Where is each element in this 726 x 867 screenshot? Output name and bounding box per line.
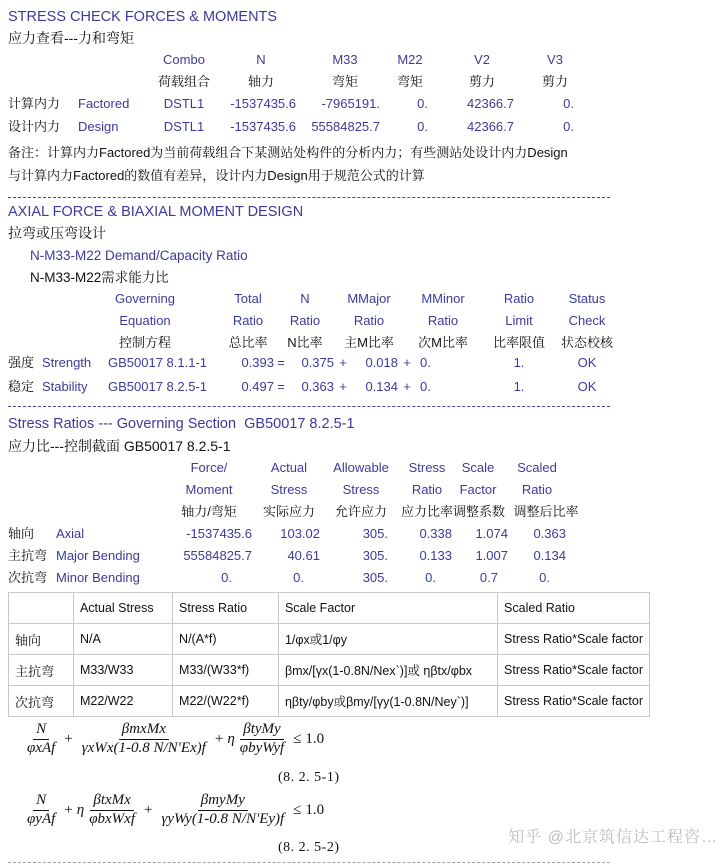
sr-header-actual-2: Stress	[270, 482, 308, 497]
sr-row-major-ratio: 0.133	[419, 548, 452, 563]
sr-row-major-allowable: 305.	[362, 548, 388, 563]
sr-row-axial-allowable: 305.	[362, 526, 388, 541]
dc-header-limit-cn: 比率限值	[492, 335, 545, 350]
eq2-term1	[24, 793, 58, 828]
scale-factor-formula-table	[8, 592, 650, 717]
table-header-actual-stress: Actual Stress	[73, 593, 172, 624]
table-row-minor-actual: M22/W22	[73, 686, 172, 717]
col-header-m33: M33	[332, 52, 358, 67]
divider-1	[8, 197, 610, 198]
section-title-forces-en: STRESS CHECK FORCES & MOMENTS	[8, 9, 278, 25]
table-row-minor-scale: ηβty/φby或βmy/[γy(1-0.8N/Ney`)]	[278, 686, 497, 717]
sr-header-allowable: Allowable	[333, 460, 389, 475]
dc-row-strength-nratio: 0.375	[301, 355, 334, 370]
dc-row-stability-mmajor: 0.134	[365, 379, 398, 394]
eq2-term2-numerator: βtxMx	[90, 793, 133, 811]
eq1-term2	[79, 722, 209, 757]
col-header-combo-cn: 荷载组合	[157, 74, 210, 89]
table-row-axial-scale: 1/φx或1/φy	[278, 624, 497, 655]
dc-row-stability-label-cn: 稳定	[8, 379, 35, 394]
sr-row-axial-label-cn: 轴向	[8, 526, 35, 541]
sr-header-scale: Scale	[461, 460, 495, 475]
row-factored-m33: -7965191.	[321, 96, 380, 111]
section-title-stress-ratios-cn: 应力比---控制截面 GB50017 8.2.5-1	[8, 438, 231, 454]
dc-header-mmajor-2: Ratio	[353, 313, 385, 328]
table-row-axial-scaled: Stress Ratio*Scale factor	[498, 624, 650, 655]
sr-header-scaled-2: Ratio	[521, 482, 553, 497]
sr-header-ratio-cn: 应力比率	[400, 504, 453, 519]
eq1-eta: η	[227, 730, 235, 747]
dc-row-strength-plus2: +	[403, 355, 411, 370]
dc-header-mminor-cn: 次M比率	[418, 335, 468, 350]
note-line-1: 备注：计算内力Factored为当前荷载组合下某测站处构件的分析内力；有些测站处设计内力Design	[8, 145, 568, 160]
eq2-term1-denominator: φyAf	[27, 810, 56, 827]
row-design-m33: 55584825.7	[311, 119, 380, 134]
equation-2-number: (8. 2. 5-2)	[278, 840, 340, 855]
dc-header-mminor: MMinor	[421, 291, 465, 306]
eq2-rhs: 1.0	[305, 801, 325, 818]
section-title-axial-en: AXIAL FORCE & BIAXIAL MOMENT DESIGN	[8, 204, 304, 220]
dc-header-n-2: Ratio	[289, 313, 321, 328]
eq1-plus-2: +	[214, 730, 224, 747]
eq2-term2-denominator: φbxWxf	[89, 810, 135, 827]
sr-row-axial-ratio: 0.338	[419, 526, 452, 541]
eq2-term3	[158, 793, 287, 828]
dc-row-stability-plus1: +	[339, 379, 347, 394]
row-factored-m22: 0.	[417, 96, 428, 111]
sr-row-axial-scaled: 0.363	[533, 526, 566, 541]
sr-header-force: Force/	[190, 460, 228, 475]
table-header-scale-factor: Scale Factor	[278, 593, 497, 624]
sr-row-major-actual: 40.61	[287, 548, 320, 563]
table-row-minor-scaled: Stress Ratio*Scale factor	[498, 686, 650, 717]
divider-2	[8, 406, 610, 407]
dc-header-total: Total	[234, 291, 262, 306]
sr-header-allowable-cn: 允许应力	[334, 504, 387, 519]
dc-header-n: N	[300, 291, 310, 306]
sr-row-major-scale: 1.007	[475, 548, 508, 563]
col-header-m22-cn: 弯矩	[396, 74, 423, 89]
eq1-term1-denominator: φxAf	[27, 739, 56, 756]
row-factored-n: -1537435.6	[230, 96, 296, 111]
row-design-n: -1537435.6	[230, 119, 296, 134]
sr-row-minor-label-en: Minor Bending	[56, 570, 140, 585]
table-header-blank	[9, 593, 74, 624]
table-row-major-label: 主抗弯	[9, 655, 74, 686]
dc-header-mmajor: MMajor	[347, 291, 391, 306]
sr-row-major-scaled: 0.134	[533, 548, 566, 563]
eq1-term1	[24, 722, 58, 757]
col-header-v2: V2	[474, 52, 490, 67]
table-header-row	[9, 593, 650, 624]
dc-row-strength-equation: GB50017 8.1.1-1	[108, 355, 208, 370]
dc-row-strength-label-en: Strength	[42, 355, 92, 370]
dc-header-ratio: Ratio	[503, 291, 535, 306]
dc-row-strength-total: 0.393	[241, 355, 274, 370]
sr-row-minor-force: 0.	[221, 570, 232, 585]
dc-row-stability-plus2: +	[403, 379, 411, 394]
sr-row-major-label-cn: 主抗弯	[8, 548, 48, 563]
eq2-relation: ≤	[293, 801, 302, 818]
eq2-plus-1: +	[64, 801, 73, 818]
col-header-n-cn: 轴力	[247, 74, 274, 89]
dc-header-limit: Limit	[505, 313, 533, 328]
equation-8-2-5-2	[22, 793, 324, 828]
eq2-term3-numerator: βmyMy	[198, 793, 248, 811]
table-row-major-ratio: M33/(W33*f)	[173, 655, 279, 686]
sr-row-minor-allowable: 305.	[362, 570, 388, 585]
dc-row-strength-mminor: 0.	[420, 355, 431, 370]
table-row	[9, 624, 650, 655]
note-line-2: 与计算内力Factored的数值有差异，设计内力Design用于规范公式的计算	[8, 168, 425, 183]
dc-header-total-2: Ratio	[232, 313, 264, 328]
sr-row-minor-scaled: 0.	[539, 570, 550, 585]
row-design-label-en: Design	[78, 119, 119, 134]
dc-row-stability-equation: GB50017 8.2.5-1	[108, 379, 208, 394]
sr-row-axial-scale: 1.074	[475, 526, 508, 541]
table-header-stress-ratio: Stress Ratio	[173, 593, 279, 624]
sr-header-factor-cn: 调整系数	[452, 504, 505, 519]
table-row-axial-label: 轴向	[9, 624, 74, 655]
sr-row-major-force: 55584825.7	[183, 548, 252, 563]
dc-header-governing: Governing	[115, 291, 175, 306]
dc-row-strength-equals: =	[277, 355, 285, 370]
dc-row-strength-limit: 1.	[513, 355, 525, 370]
dc-row-stability-status: OK	[577, 379, 597, 394]
sr-header-actual: Actual	[270, 460, 308, 475]
table-row	[9, 655, 650, 686]
table-row-minor-label: 次抗弯	[9, 686, 74, 717]
col-header-v3: V3	[547, 52, 563, 67]
dc-row-strength-label-cn: 强度	[8, 355, 35, 370]
section-title-stress-ratios-en: Stress Ratios --- Governing Section GB50017 8.2.5-1	[8, 416, 355, 432]
row-factored-combo: DSTL1	[163, 96, 205, 111]
dc-header-governing-cn: 控制方程	[118, 335, 171, 350]
sr-row-axial-label-en: Axial	[56, 526, 85, 541]
sr-header-actual-cn: 实际应力	[262, 504, 315, 519]
equation-1-number: (8. 2. 5-1)	[278, 770, 340, 785]
eq1-term1-numerator: N	[33, 722, 49, 740]
eq2-plus-2: +	[144, 801, 153, 818]
dc-header-status: Status	[568, 291, 606, 306]
dc-row-strength-plus1: +	[339, 355, 347, 370]
row-design-combo: DSTL1	[163, 119, 205, 134]
dc-header-equation: Equation	[119, 313, 171, 328]
sr-header-force-cn: 轴力/弯矩	[181, 504, 237, 519]
sr-header-moment: Moment	[185, 482, 233, 497]
dc-header-total-cn: 总比率	[228, 335, 268, 350]
col-header-m33-cn: 弯矩	[331, 74, 358, 89]
eq1-term3-denominator: φbyWyf	[239, 739, 285, 756]
col-header-n: N	[256, 52, 266, 67]
table-row-major-scale: βmx/[γx(1-0.8N/Nex`)]或 ηβtx/φbx	[278, 655, 497, 686]
eq2-term3-denominator: γyWy(1-0.8 N/N'Ey)f	[161, 810, 285, 827]
row-factored-label-en: Factored	[78, 96, 130, 111]
col-header-v3-cn: 剪力	[541, 74, 568, 89]
eq1-rhs: 1.0	[305, 730, 325, 747]
eq2-term1-numerator: N	[33, 793, 49, 811]
table-row-axial-actual: N/A	[73, 624, 172, 655]
table-row-axial-ratio: N/(A*f)	[173, 624, 279, 655]
sr-row-major-label-en: Major Bending	[56, 548, 140, 563]
dc-row-strength-status: OK	[577, 355, 597, 370]
section-title-axial-cn: 拉弯或压弯设计	[8, 225, 106, 241]
sr-row-minor-ratio: 0.	[425, 570, 436, 585]
sr-header-factor: Factor	[459, 482, 497, 497]
sr-row-axial-force: -1537435.6	[186, 526, 252, 541]
col-header-v2-cn: 剪力	[468, 74, 495, 89]
eq2-term2	[86, 793, 138, 828]
row-design-label-cn: 设计内力	[8, 119, 61, 134]
eq1-term3-numerator: βtyMy	[240, 722, 283, 740]
col-header-combo: Combo	[163, 52, 205, 67]
dc-row-stability-limit: 1.	[513, 379, 525, 394]
dc-row-stability-total: 0.497	[241, 379, 274, 394]
table-row-major-actual: M33/W33	[73, 655, 172, 686]
row-design-m22: 0.	[417, 119, 428, 134]
sr-header-ratio: Ratio	[411, 482, 443, 497]
watermark: 知乎 @北京筑信达工程咨…	[508, 829, 718, 846]
dc-header-mminor-2: Ratio	[427, 313, 459, 328]
table-header-scaled-ratio: Scaled Ratio	[498, 593, 650, 624]
subsection-dc-ratio-cn: N-M33-M22需求能力比	[30, 270, 169, 285]
dc-row-stability-label-en: Stability	[42, 379, 88, 394]
dc-row-stability-mminor: 0.	[420, 379, 431, 394]
sr-header-allowable-2: Stress	[342, 482, 380, 497]
sr-header-scaled: Scaled	[517, 460, 557, 475]
col-header-m22: M22	[397, 52, 423, 67]
table-row	[9, 686, 650, 717]
sr-header-stress: Stress	[408, 460, 446, 475]
sr-header-scaled-cn: 调整后比率	[513, 504, 579, 519]
row-factored-v3: 0.	[563, 96, 574, 111]
dc-row-stability-equals: =	[277, 379, 285, 394]
eq1-plus-1: +	[64, 730, 73, 747]
sr-row-axial-actual: 103.02	[280, 526, 320, 541]
dc-row-stability-nratio: 0.363	[301, 379, 334, 394]
row-design-v2: 42366.7	[467, 119, 514, 134]
table-row-minor-ratio: M22/(W22*f)	[173, 686, 279, 717]
table-row-major-scaled: Stress Ratio*Scale factor	[498, 655, 650, 686]
row-design-v3: 0.	[563, 119, 574, 134]
row-factored-label-cn: 计算内力	[8, 96, 61, 111]
sr-row-minor-scale: 0.7	[479, 570, 498, 585]
eq2-eta: η	[76, 801, 85, 818]
dc-header-check-cn: 状态校核	[560, 335, 613, 350]
eq1-term2-denominator: γxWx(1-0.8 N/N'Ex)f	[81, 739, 206, 756]
row-factored-v2: 42366.7	[467, 96, 514, 111]
dc-row-strength-mmajor: 0.018	[365, 355, 398, 370]
eq1-term3	[237, 722, 287, 757]
equation-8-2-5-1	[22, 722, 324, 757]
subsection-dc-ratio-en: N-M33-M22 Demand/Capacity Ratio	[30, 248, 248, 263]
section-title-forces-cn: 应力查看---力和弯矩	[8, 30, 134, 46]
sr-row-minor-actual: 0.	[293, 570, 304, 585]
eq1-term2-numerator: βmxMx	[119, 722, 169, 740]
eq1-relation: ≤	[293, 730, 302, 747]
sr-row-minor-label-cn: 次抗弯	[8, 570, 48, 585]
dc-header-check: Check	[568, 313, 606, 328]
dc-header-mmajor-cn: 主M比率	[344, 335, 394, 350]
divider-3	[8, 862, 610, 863]
dc-header-n-cn: N比率	[287, 335, 323, 350]
